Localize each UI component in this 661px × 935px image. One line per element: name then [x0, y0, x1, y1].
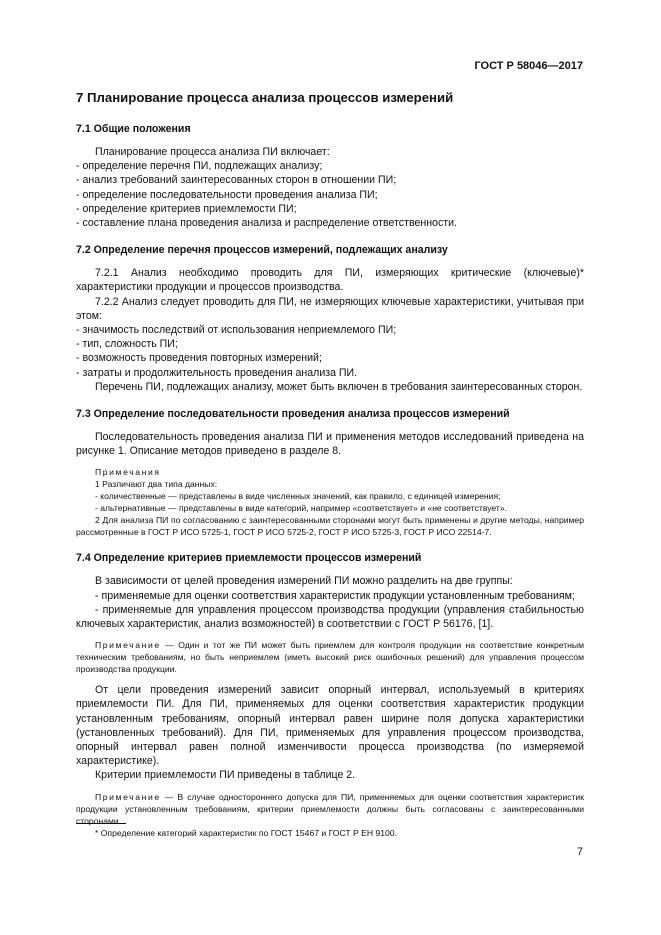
list-item: - возможность проведения повторных измерений;	[76, 352, 322, 365]
note-text: — В случае одностороннего допуска для ПИ, применяемых для оценки соответствия характеристик продукции установленным требованиям, критерии приемлемости должны быть согласованы с заинтересованными сторонами.	[76, 791, 584, 826]
section-7-2-title: 7.2 Определение перечня процессов измерений, подлежащих анализу	[76, 244, 448, 257]
footnote: * Определение категорий характеристик по ГОСТ 15467 и ГОСТ Р ЕН 9100.	[95, 828, 397, 838]
paragraph: Планирование процесса анализа ПИ включает:	[95, 146, 330, 158]
paragraph: - применяемые для управления процессом производства продукции (управления стабильностью ключевых характеристик, анализ возможностей) в соответствии с ГОСТ Р 56176, [1].	[76, 603, 584, 631]
notes-heading: Примечания	[95, 467, 161, 478]
paragraph: 7.2.1 Анализ необходимо проводить для ПИ, измеряющих критические (ключевые)* характеристики продукции и процессов производства.	[76, 267, 584, 294]
page-content	[76, 90, 584, 827]
paragraph: 7.2.2 Анализ следует проводить для ПИ, не измеряющих ключевые характеристики, учитывая при этом:	[76, 295, 584, 322]
paragraph: - применяемые для оценки соответствия характеристик продукции установленным требованиям;	[95, 589, 575, 602]
note-line: 2 Для анализа ПИ по согласованию с заинтересованными сторонами могут быть применены и другие методы, например рассмотренные в ГОСТ Р ИСО 5725-1, ГОСТ Р ИСО 5725-2, ГОСТ Р ИСО 5725-3, ГОСТ Р ИСО 22514-7.	[76, 515, 584, 538]
section-7-title: 7 Планирование процесса анализа процессов измерений	[76, 90, 454, 105]
document-code-header: ГОСТ Р 58046—2017	[474, 60, 583, 72]
list-item: - тип, сложность ПИ;	[76, 338, 178, 351]
footnote-separator	[76, 823, 126, 824]
list-item: - затраты и продолжительность проведения анализа ПИ.	[76, 366, 358, 379]
paragraph: Перечень ПИ, подлежащих анализу, может быть включен в требования заинтересованных сторон.	[95, 380, 583, 393]
section-7-4-title: 7.4 Определение критериев приемлемости процессов измерений	[76, 552, 422, 565]
list-item: - составление плана проведения анализа и распределение ответственности.	[76, 217, 457, 230]
note-line: - альтернативные — представлены в виде категорий, например «соответствует» и «не соответствует».	[95, 503, 508, 514]
note	[76, 791, 584, 827]
list-item: - определение перечня ПИ, подлежащих анализу;	[76, 160, 323, 173]
paragraph: Последовательность проведения анализа ПИ и применения методов исследований приведена на рисунке 1. Описание методов приведено в разделе 8.	[76, 431, 584, 458]
list-item: - значимость последствий от использования неприемлемого ПИ;	[76, 324, 397, 337]
note-line: 1 Различают два типа данных:	[95, 479, 218, 490]
section-7-3-title: 7.3 Определение последовательности проведения анализа процессов измерений	[76, 408, 510, 421]
note-label: Примечание	[95, 791, 161, 802]
paragraph: В зависимости от целей проведения измерений ПИ можно разделить на две группы:	[95, 575, 513, 588]
paragraph: Критерии приемлемости ПИ приведены в таблице 2.	[95, 769, 356, 782]
note-text: — Один и тот же ПИ может быть приемлем для контроля продукции на соответствие конкретным техническим требованиям, но быть неприемлем (иметь высокий риск ошибочных решений) для управления процессом производства продукции.	[76, 640, 584, 675]
note-label: Примечание	[95, 640, 161, 651]
section-7-1-title: 7.1 Общие положения	[76, 123, 191, 135]
list-item: - анализ требований заинтересованных сторон в отношении ПИ;	[76, 174, 397, 187]
paragraph: От цели проведения измерений зависит опорный интервал, используемый в критериях приемлемости ПИ. Для ПИ, применяемых для оценки соответствия характеристик продукции установленным требованиям, опорный интервал равен ширине поля допуска характеристики (установленных требований). Для ПИ, применяемых для управления процессом производства, опорный интервал равен полной изменчивости процесса производства (по измеряемой характеристике).	[76, 684, 584, 768]
list-item: - определение критериев приемлемости ПИ;	[76, 202, 297, 215]
list-item: - определение последовательности проведения анализа ПИ;	[76, 188, 378, 201]
page-number: 7	[576, 846, 583, 858]
note-line: - количественные — представлены в виде численных значений, как правило, с единицей измерения;	[95, 491, 501, 502]
note	[76, 639, 584, 675]
